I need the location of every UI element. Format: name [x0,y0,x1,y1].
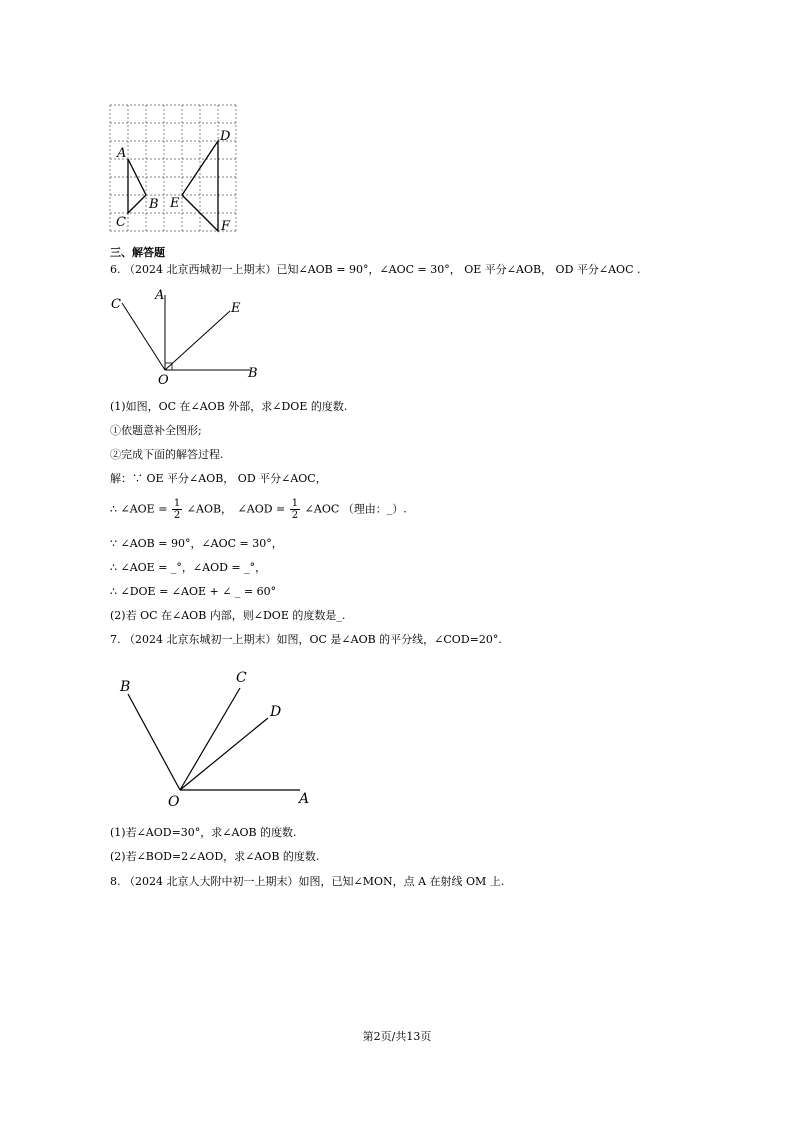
q7-label-o: O [168,794,180,810]
label-a: A [117,146,127,161]
q6-sol2 [110,498,407,521]
q7-label-d: D [270,704,282,720]
q6-part2: (2)若 OC 在∠AOB 内部，则∠DOE 的度数是_. [110,609,346,622]
q7-part2: (2)若∠BOD=2∠AOD，求∠AOB 的度数. [110,850,320,863]
label-b: B [149,197,159,212]
label-f: F [221,219,231,234]
q6-sol2-mid2: ∠AOC （理由：_）. [304,502,407,516]
triangle-abc [128,159,146,213]
label-e: E [170,196,180,211]
fraction-half-1: $\frac{1}{2}$ [173,498,181,521]
section-title: 三、解答题 [110,246,165,259]
q6-prompt: 6. （2024 北京西城初一上期末）已知∠AOB = 90°，∠AOC = 30°， OE 平分∠AOB， OD 平分∠AOC . [110,263,641,276]
q6-sol1: 解：∵ OE 平分∠AOB， OD 平分∠AOC， [110,472,327,485]
q7-label-b: B [120,679,131,695]
q6-sol3: ∵ ∠AOB = 90°，∠AOC = 30°， [110,537,283,550]
page-footer: 第2页/共13页 [362,1030,432,1043]
q7-part1: (1)若∠AOD=30°，求∠AOB 的度数. [110,826,297,839]
q6-sol5: ∴ ∠DOE = ∠AOE + ∠ _ = 60° [110,585,277,598]
q6-sol2-prefix: ∴ ∠AOE = [110,502,168,516]
q7-label-a: A [299,791,310,807]
q7-prompt: 7. （2024 北京东城初一上期末）如图，OC 是∠AOB 的平分线，∠COD=20°. [110,633,502,646]
label-d: D [220,129,231,144]
q6-label-e: E [231,301,241,316]
q6-part1: (1)如图，OC 在∠AOB 外部，求∠DOE 的度数. [110,400,348,413]
q6-label-b: B [248,366,258,381]
label-c: C [116,215,126,230]
q7-figure [110,668,320,808]
q6-figure [110,285,270,388]
q6-sol4: ∴ ∠AOE = _°，∠AOD = _°， [110,561,267,574]
q6-step1: ①依题意补全图形; [110,424,202,437]
q8-prompt: 8. （2024 北京人大附中初一上期末）如图，已知∠MON，点 A 在射线 OM 上. [110,875,505,888]
q6-label-c: C [111,297,121,312]
q6-label-a: A [155,288,165,303]
q6-step2: ②完成下面的解答过程. [110,448,224,461]
q6-sol2-mid1: ∠AOB， ∠AOD = [186,502,286,516]
q7-label-c: C [236,670,247,686]
grid-figure [110,105,240,235]
fraction-half-2: $\frac{1}{2}$ [291,498,299,521]
q6-label-o: O [158,373,169,388]
